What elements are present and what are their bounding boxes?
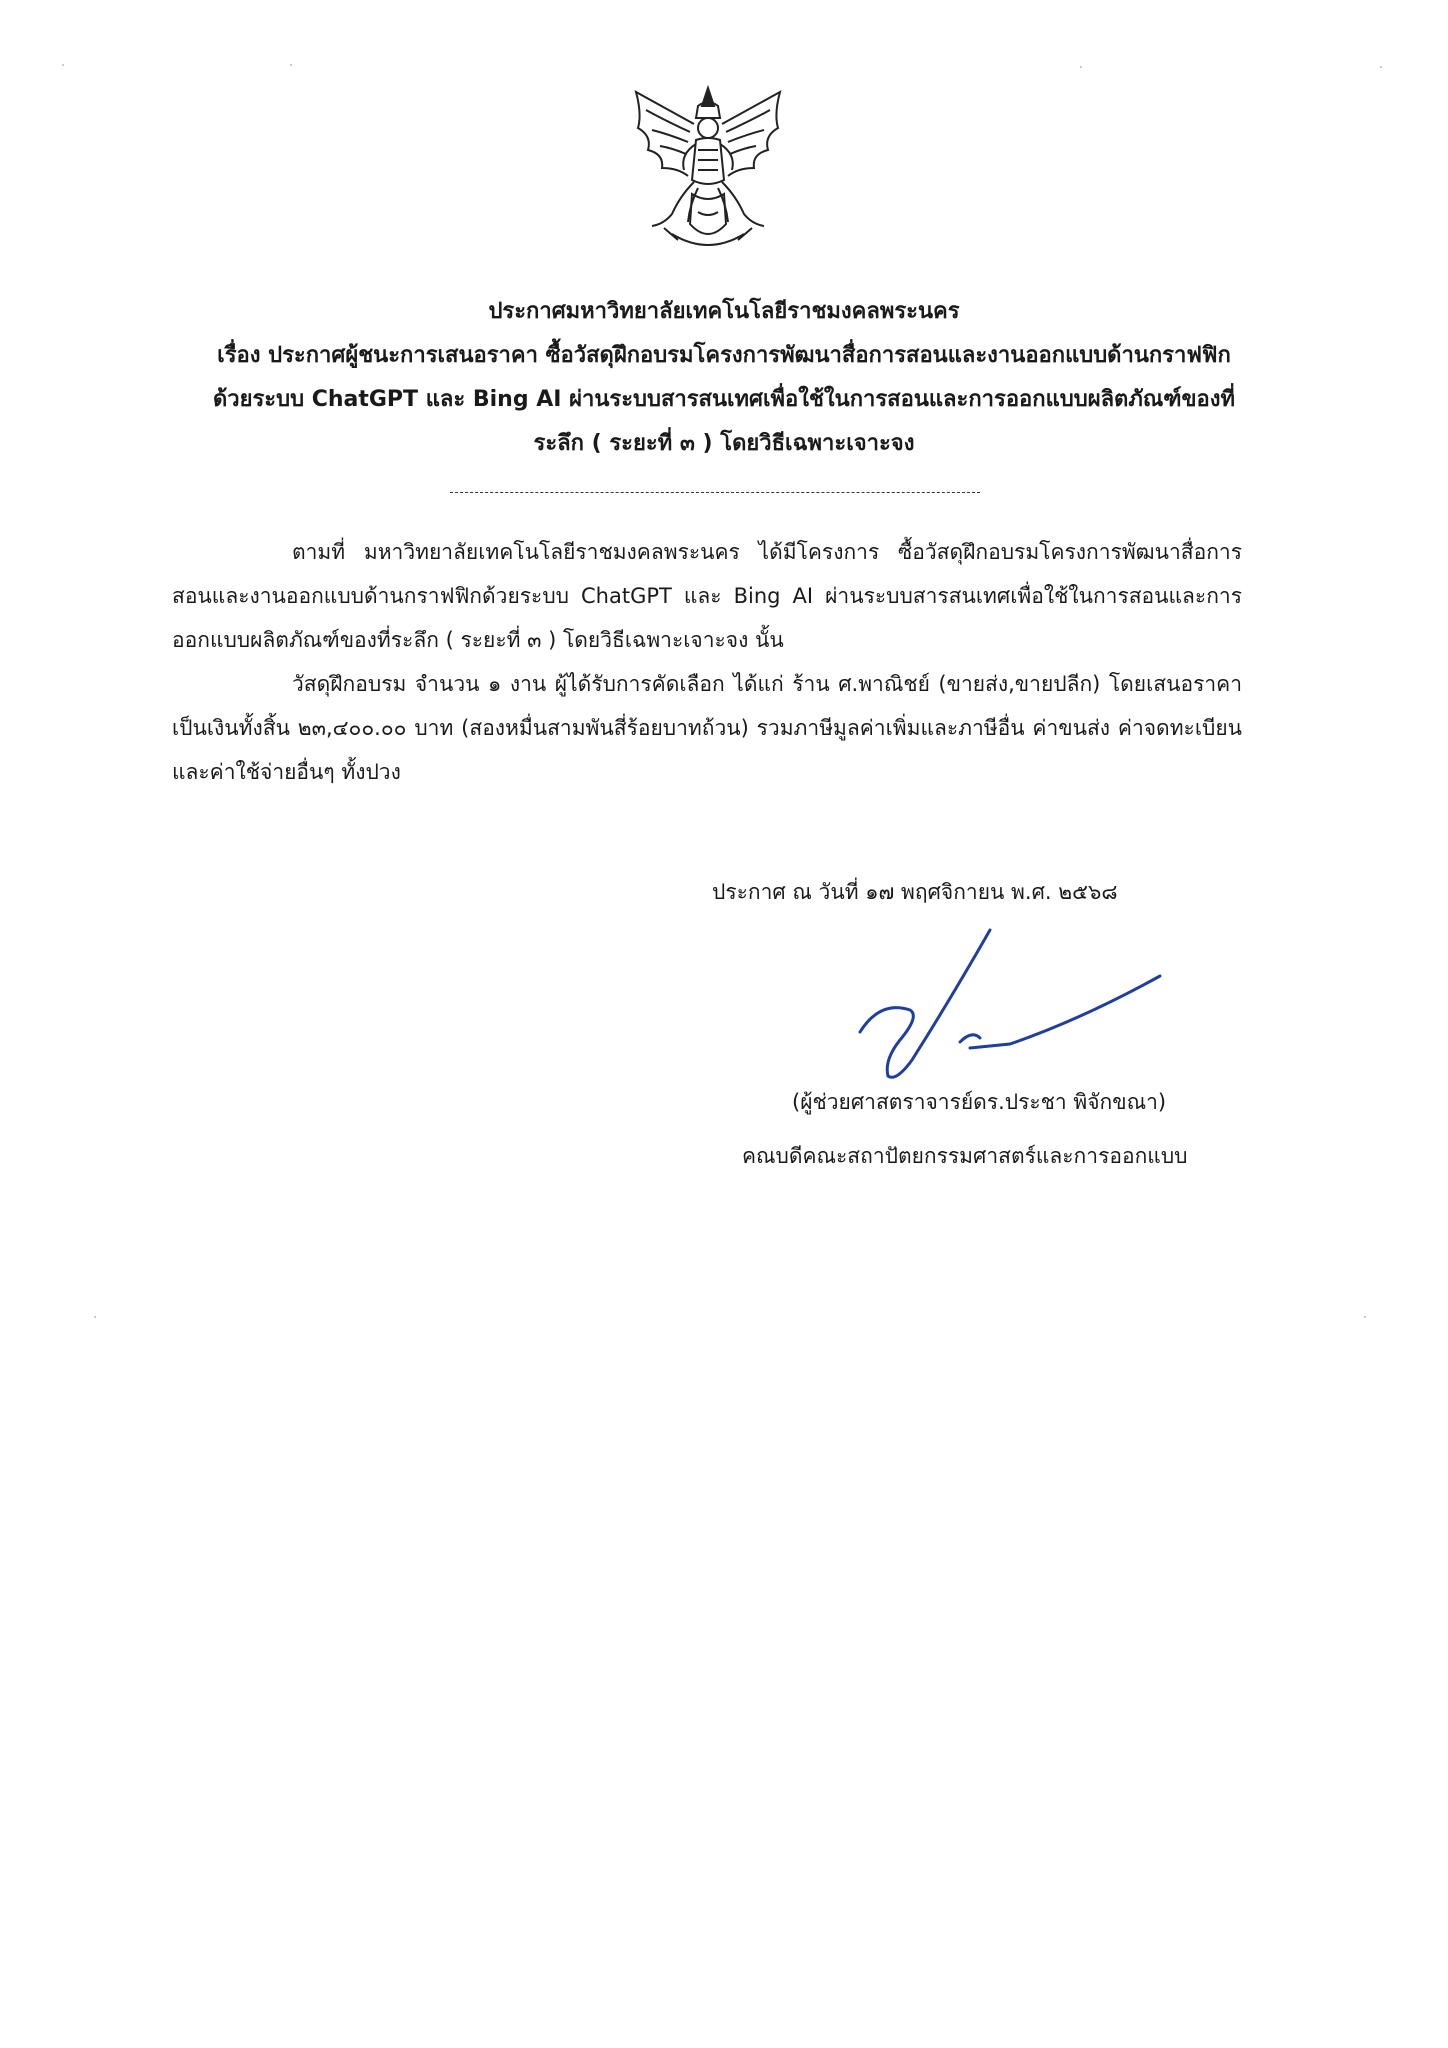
header-subject-line2: ด้วยระบบ ChatGPT และ Bing AI ผ่านระบบสารสนเทศเพื่อใช้ในการสอนและการออกแบบผลิตภัณฑ์ของที่ [212, 387, 1236, 412]
scan-speck [1380, 66, 1382, 68]
body-paragraph-1: ตามที่ มหาวิทยาลัยเทคโนโลยีราชมงคลพระนคร ได้มีโครงการ ซื้อวัสดุฝึกอบรมโครงการพัฒนาสื่อการสอนและงานออกแบบด้านกราฟฟิกด้วยระบบ ChatGPT และ Bing AI ผ่านระบบสารสนเทศเพื่อใช้ในการสอนและการออกแบบผลิตภัณฑ์ของที่ระลึก ( ระยะที่ ๓ ) โดยวิธีเฉพาะเจาะจง นั้น [172, 540, 1242, 652]
header-divider [450, 492, 980, 493]
scan-speck [1080, 66, 1082, 68]
scan-speck [94, 1316, 96, 1318]
scan-speck [1364, 1316, 1366, 1318]
header-subject-line3: ระลึก ( ระยะที่ ๓ ) โดยวิธีเฉพาะเจาะจง [533, 431, 915, 456]
garuda-emblem-icon [628, 84, 788, 256]
announcement-date: ประกาศ ณ วันที่ ๑๗ พฤศจิกายน พ.ศ. ๒๕๖๘ [712, 880, 1118, 904]
header-university-title: ประกาศมหาวิทยาลัยเทคโนโลยีราชมงคลพระนคร [488, 299, 960, 324]
scan-speck [290, 64, 292, 66]
announcement-header [150, 290, 1298, 466]
signer-name: (ผู้ช่วยศาสตราจารย์ดร.ประชา พิจักขณา) [792, 1090, 1167, 1114]
header-subject-line1: เรื่อง ประกาศผู้ชนะการเสนอราคา ซื้อวัสดุฝึกอบรมโครงการพัฒนาสื่อการสอนและงานออกแบบด้านกราฟฟิก [217, 343, 1231, 368]
scan-speck [62, 64, 64, 66]
announcement-body [172, 530, 1242, 794]
body-paragraph-2: วัสดุฝึกอบรม จำนวน ๑ งาน ผู้ได้รับการคัดเลือก ได้แก่ ร้าน ศ.พาณิชย์ (ขายส่ง,ขายปลีก) โดยเสนอราคา เป็นเงินทั้งสิ้น ๒๓,๔๐๐.๐๐ บาท (สองหมื่นสามพันสี่ร้อยบาทถ้วน) รวมภาษีมูลค่าเพิ่มและภาษีอื่น ค่าขนส่ง ค่าจดทะเบียน และค่าใช้จ่ายอื่นๆ ทั้งปวง [172, 672, 1242, 784]
signer-title: คณบดีคณะสถาปัตยกรรมศาสตร์และการออกแบบ [742, 1144, 1188, 1168]
signature-mark [840, 920, 1170, 1080]
